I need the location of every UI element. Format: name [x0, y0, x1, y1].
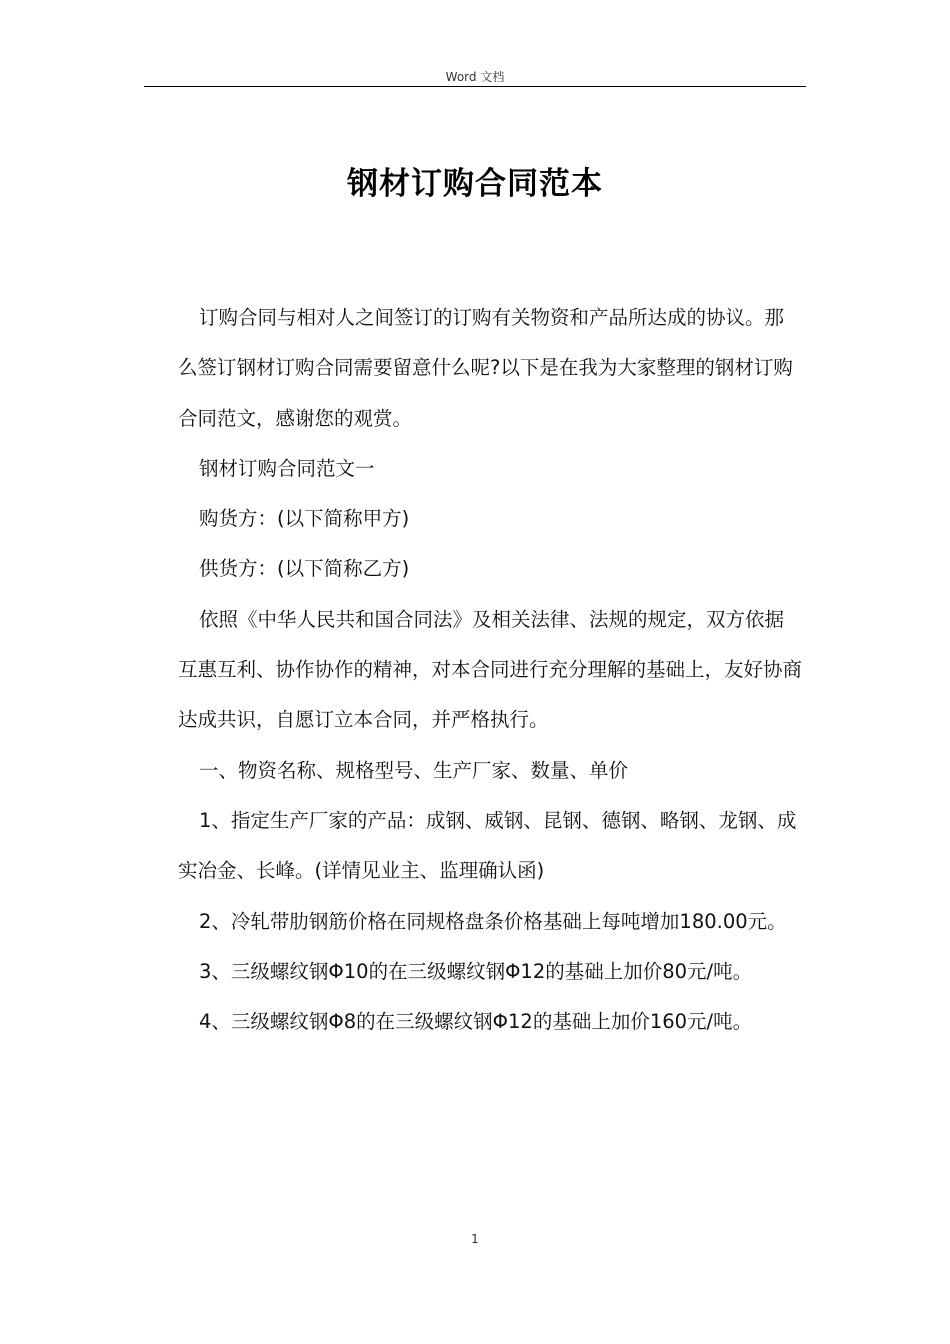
page-number: 1 [471, 1232, 479, 1246]
document-title: 钢材订购合同范本 [347, 166, 603, 202]
paragraph-clause-4: 4、三级螺纹钢Φ8的在三级螺纹钢Φ12的基础上加价160元/吨。 [199, 1010, 753, 1034]
header-divider [144, 86, 806, 87]
paragraph-clause-2: 2、冷轧带肋钢筋价格在同规格盘条价格基础上每吨增加180.00元。 [199, 909, 787, 933]
paragraph-sample-heading: 钢材订购合同范文一 [199, 456, 375, 480]
document-header-label: Word 文档 [445, 70, 505, 84]
paragraph-section-one: 一、物资名称、规格型号、生产厂家、数量、单价 [199, 758, 629, 782]
paragraph-clause-3: 3、三级螺纹钢Φ10的在三级螺纹钢Φ12的基础上加价80元/吨。 [199, 959, 753, 983]
document-body [178, 293, 803, 1047]
paragraph-legal-basis: 依照《中华人民共和国合同法》及相关法律、法规的规定，双方依据互惠互利、协作协作的精神，对本合同进行充分理解的基础上，友好协商达成共识，自愿订立本合同，并严格执行。 [178, 607, 803, 732]
paragraph-clause-1: 1、指定生产厂家的产品：成钢、威钢、昆钢、德钢、略钢、龙钢、成实冶金、长峰。(详情见业主、监理确认函) [178, 808, 797, 883]
paragraph-intro: 订购合同与相对人之间签订的订购有关物资和产品所达成的协议。那么签订钢材订购合同需要留意什么呢?以下是在我为大家整理的钢材订购合同范文，感谢您的观赏。 [178, 306, 793, 430]
paragraph-supplier: 供货方：(以下简称乙方) [199, 557, 410, 581]
paragraph-buyer: 购货方：(以下简称甲方) [199, 507, 410, 531]
